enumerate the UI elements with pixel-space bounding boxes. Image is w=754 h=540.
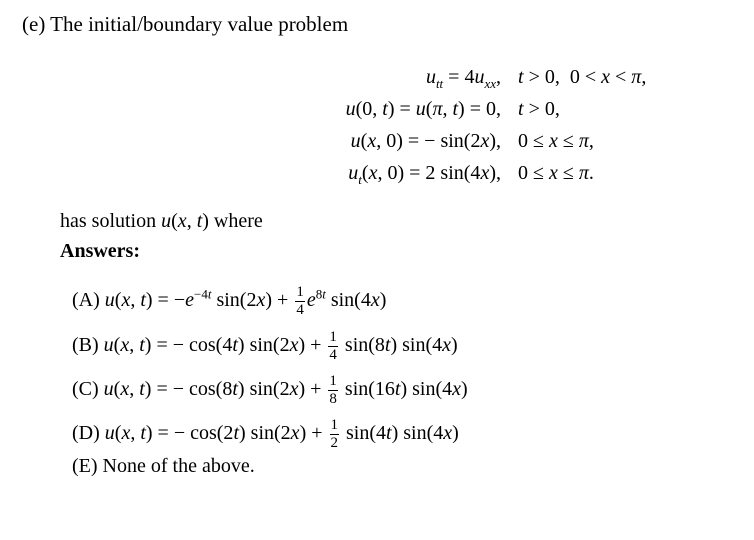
- pde-domain: t > 0, 0 < x < π,: [518, 66, 647, 88]
- option-b-label: (B): [72, 334, 99, 357]
- boundary-domain: t > 0,: [518, 98, 560, 120]
- initial-position-domain: 0 ≤ x ≤ π,: [518, 130, 594, 152]
- option-a[interactable]: (A) u(x, $t) = -e^{-4t}$ sin(2x) + $\frac{1}{4}$ $e^{8t}$ sin(4x): [72, 284, 387, 318]
- fraction-one-half: $\frac{1}{2}$: [330, 417, 339, 451]
- fraction-one-quarter: $\frac{1}{4}$: [329, 329, 337, 363]
- has-solution-text: has solution u(x, t) where: [60, 210, 263, 232]
- option-b[interactable]: (B) u(x, t) = − cos(4t) sin(2x) + $\frac{1}{4}$ sin(8t) sin(4x): [72, 329, 458, 363]
- option-e-text: None of the above.: [102, 455, 255, 477]
- pde-equation: $u_{tt} = 4u_{xx}$,: [425, 66, 501, 91]
- option-d[interactable]: (D) u(x, t) = − cos(2t) sin(2x) + $\frac{1}{2}$ sin(4t) sin(4x): [72, 417, 459, 451]
- initial-velocity: $u_t(x$, 0) = 2 sin(4x),: [348, 162, 501, 187]
- problem-title: (e) The initial/boundary value problem: [22, 12, 349, 36]
- initial-velocity-domain: 0 ≤ x ≤ π.: [518, 162, 594, 184]
- boundary-condition: u(0, t) = u(π, t) = 0,: [345, 98, 501, 120]
- option-c[interactable]: (C) u(x, t) = − cos(8t) sin(2x) + $\frac{1}{8}$ sin(16t) sin(4x): [72, 373, 468, 407]
- fraction-one-quarter: $\frac{1}{4}$: [296, 284, 304, 318]
- option-e[interactable]: [72, 455, 255, 478]
- option-d-label: (D): [72, 422, 100, 445]
- answers-header: Answers:: [60, 240, 140, 262]
- initial-position: u(x, 0) = − sin(2x),: [350, 130, 501, 152]
- option-e-label: (E): [72, 455, 98, 477]
- option-c-label: (C): [72, 378, 99, 401]
- fraction-one-eighth: $\frac{1}{8}$: [329, 373, 337, 407]
- option-a-label: (A): [72, 289, 100, 312]
